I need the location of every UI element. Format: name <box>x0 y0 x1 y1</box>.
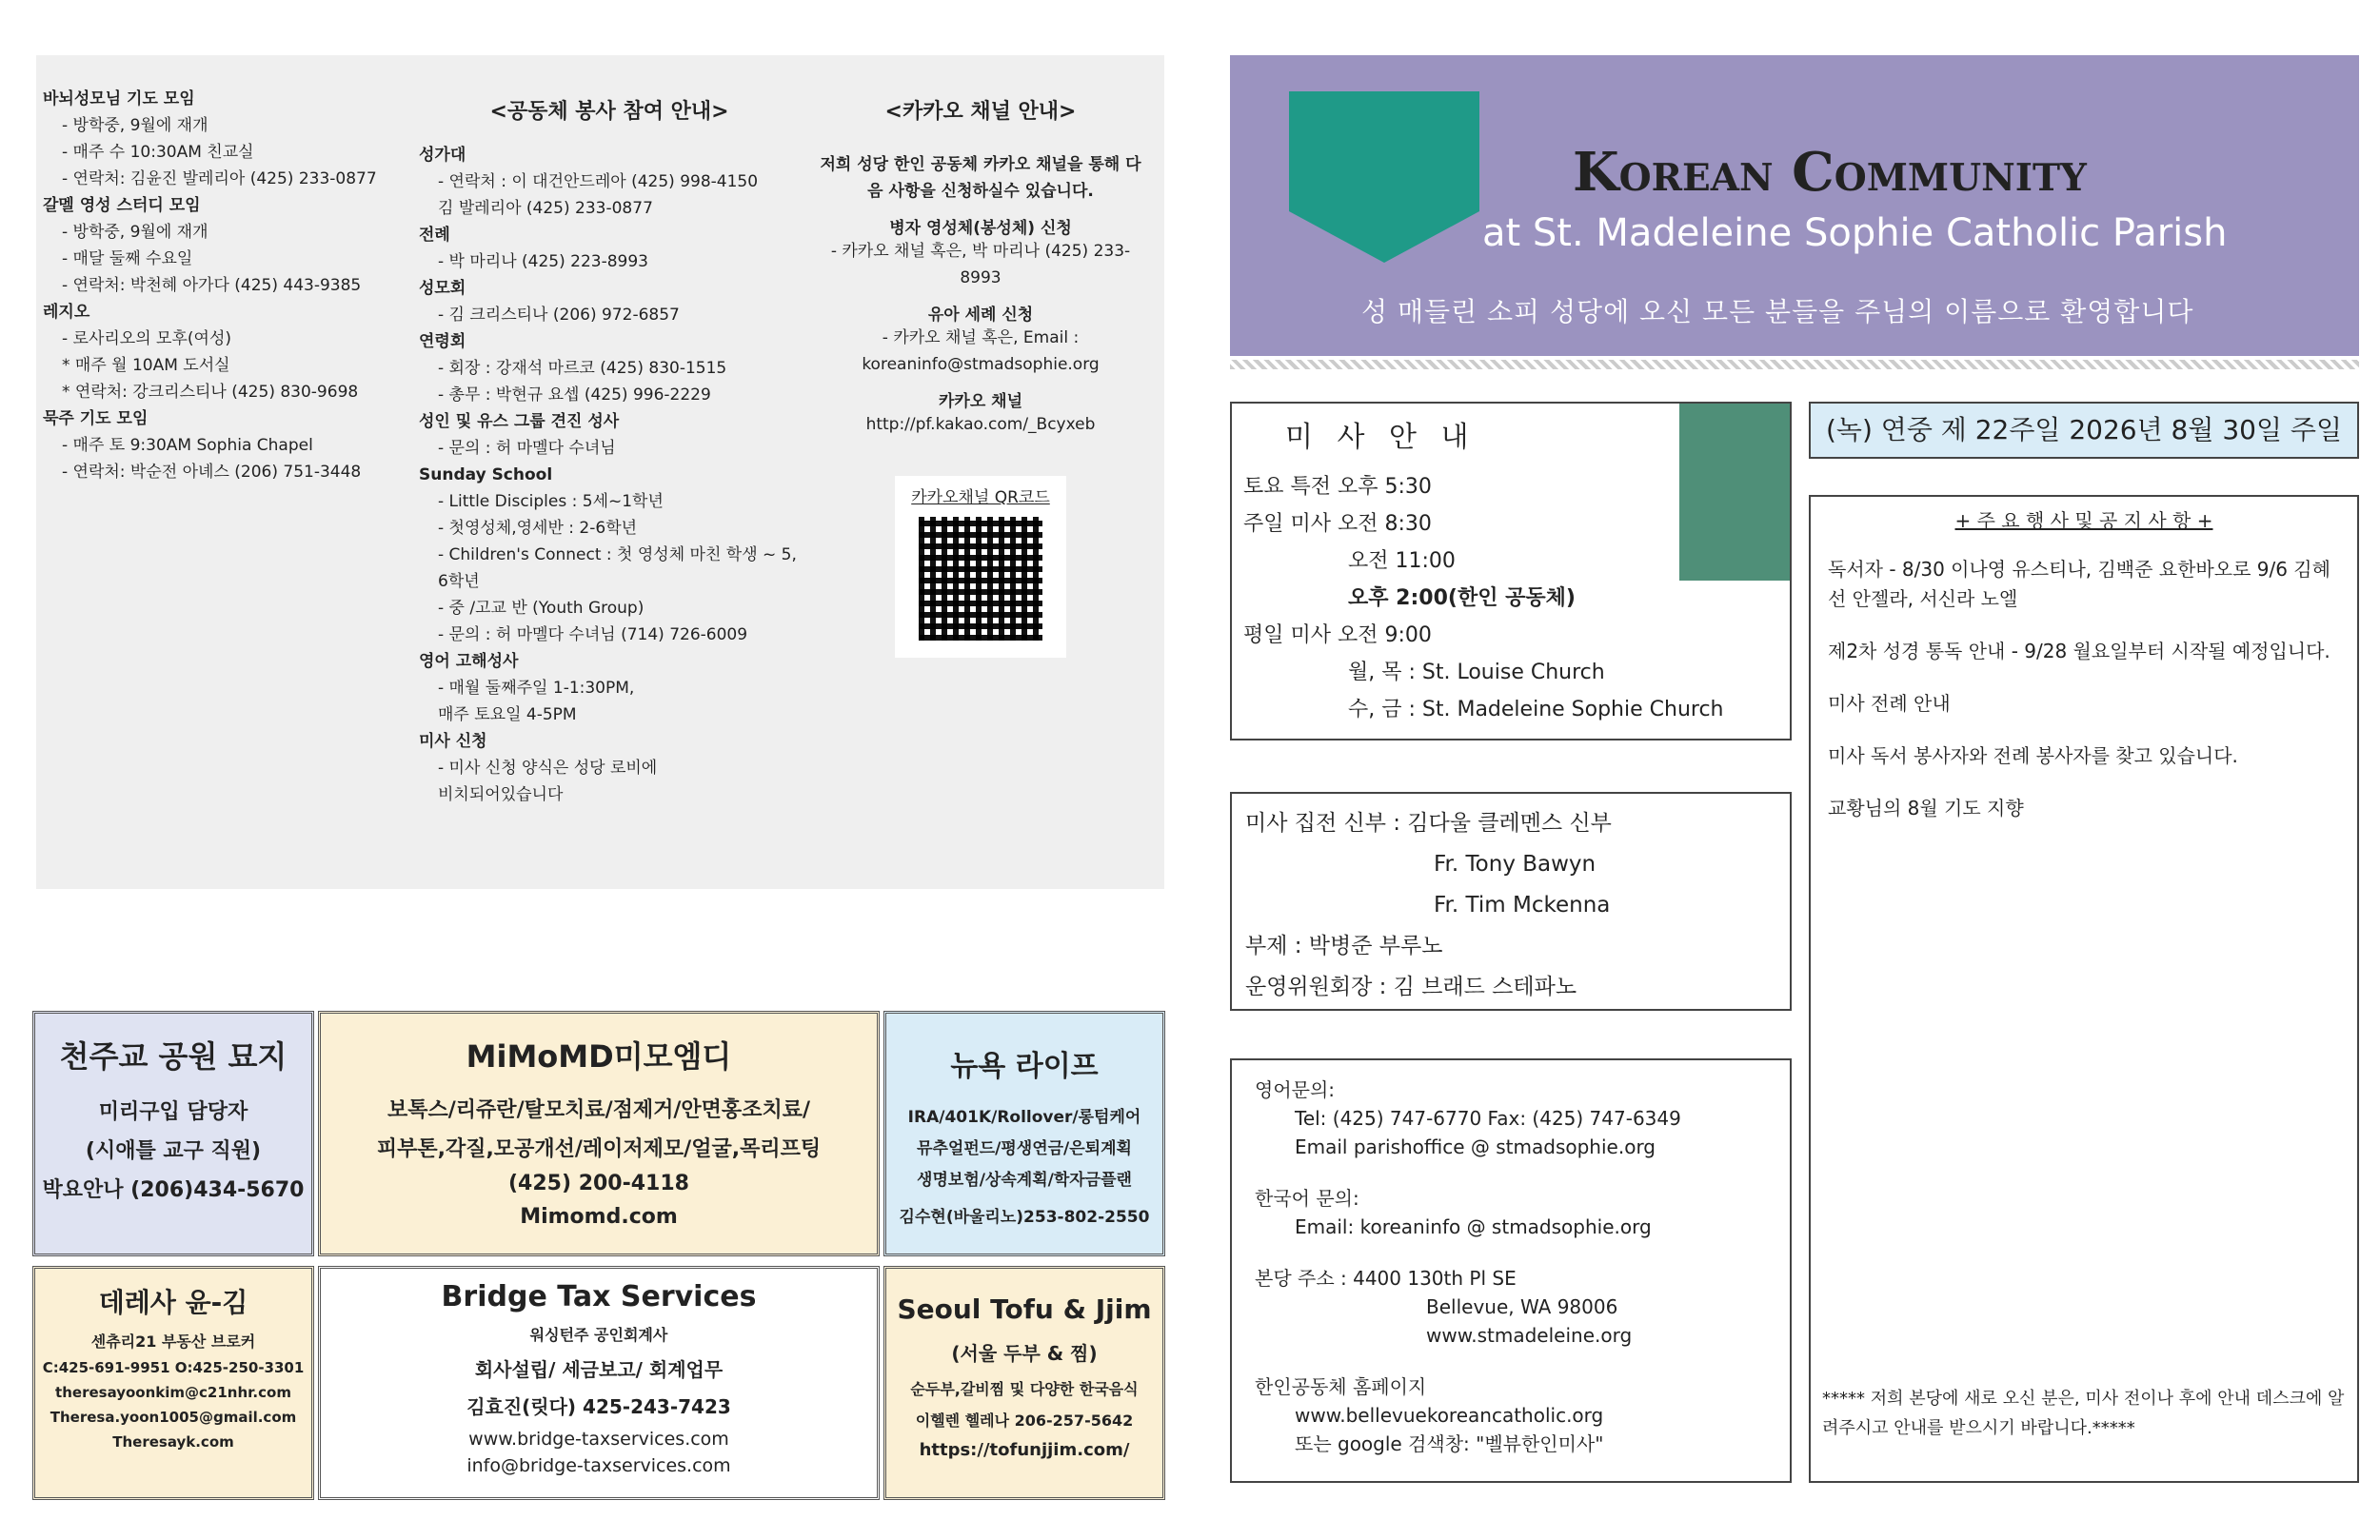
banner-title: Korean Community <box>1573 141 2087 204</box>
c2-s: - 연락처 : 이 대건안드레아 (425) 998-4150 <box>438 172 759 191</box>
c1-s: - 연락처: 김윤진 발레리아 (425) 233-0877 <box>62 169 377 188</box>
c2-s: 비치되어있습니다 <box>438 785 564 804</box>
c1-s: - 로사리오의 모후(여성) <box>62 329 232 348</box>
c2-t: 영어 고해성사 <box>419 652 519 671</box>
k5: - 카카오 채널 혹은, Email : koreaninfo@stmadsophie.org <box>862 328 1100 374</box>
contact-row: Email parishoffice @ stmadsophie.org <box>1295 1135 1656 1158</box>
mass-row: 오전 11:00 <box>1348 549 1456 573</box>
clergy-row: Fr. Tony Bawyn <box>1434 852 1597 877</box>
c1-s: - 매주 토 9:30AM Sophia Chapel <box>62 436 313 455</box>
c2-s: - 미사 신청 양식은 성당 로비에 <box>438 759 658 778</box>
contact-row: Bellevue, WA 98006 <box>1426 1295 1618 1318</box>
k4: 유아 세례 신청 <box>927 306 1034 325</box>
c2-s: - 중 /고교 반 (Youth Group) <box>438 599 645 618</box>
c1-s: - 연락처: 박천혜 아가다 (425) 443-9385 <box>62 276 362 295</box>
header-banner <box>1230 55 2359 356</box>
col2 <box>419 95 800 808</box>
notice-item: 교황님의 8월 기도 지향 <box>1828 797 2024 819</box>
c1-s: - 연락처: 박순전 아녜스 (206) 751-3448 <box>62 463 362 482</box>
cross-icon <box>1679 404 1790 581</box>
c2-t: 미사 신청 <box>419 732 487 751</box>
c2-s: - 문의 : 허 마멜다 수녀님 <box>438 439 616 458</box>
contact-row: 또는 google 검색창: "벨뷰한인미사" <box>1295 1432 1604 1455</box>
c2-s: - 문의 : 허 마멜다 수녀님 (714) 726-6009 <box>438 625 748 644</box>
notice-panel <box>1809 495 2359 1483</box>
c1-s: * 매주 월 10AM 도서실 <box>62 356 230 375</box>
contact-row: www.bellevuekoreancatholic.org <box>1295 1404 1604 1427</box>
notice-item: 독서자 - 8/30 이나영 유스티나, 김백준 요한바오로 9/6 김혜선 안젤라, 서신라 노엘 <box>1828 558 2330 610</box>
mass-title: 미 사 안 내 <box>1285 421 1477 454</box>
mass-row: 토요 특전 오후 5:30 <box>1243 475 1432 499</box>
contact-row: Email: koreaninfo @ stmadsophie.org <box>1295 1215 1652 1238</box>
banner-subtitle: at St. Madeleine Sophie Catholic Parish <box>1482 211 2228 255</box>
contact-panel <box>1230 1058 1792 1483</box>
c2-t: 연령회 <box>419 332 466 351</box>
contact-row: 영어문의: <box>1255 1078 1336 1101</box>
clergy-panel <box>1230 792 1792 1011</box>
mass-row: 월, 목 : St. Louise Church <box>1348 661 1605 684</box>
contact-row: www.stmadeleine.org <box>1426 1324 1633 1347</box>
c2-s: - 매월 둘째주일 1-1:30PM, <box>438 679 635 698</box>
c2-s: - 총무 : 박현규 요셉 (425) 996-2229 <box>438 385 711 405</box>
col1 <box>43 86 405 485</box>
col3 <box>819 95 1142 658</box>
c1-t: 바뇌성모님 기도 모임 <box>43 89 195 109</box>
col2-title: <공동체 봉사 참여 안내> <box>489 100 729 124</box>
date-banner: (녹) 연중 제 22주일 2026년 8월 30일 주일 <box>1809 402 2359 459</box>
c2-t: 전례 <box>419 226 450 245</box>
c2-s: - 첫영성체,영세반 : 2-6학년 <box>438 519 638 538</box>
c1-t: 레지오 <box>43 303 90 322</box>
c1-s: - 매달 둘째 수요일 <box>62 249 193 268</box>
c1-t: 묵주 기도 모임 <box>43 409 149 428</box>
c2-t: 성인 및 유스 그룹 견진 성사 <box>419 412 620 431</box>
c2-s: - 회장 : 강재석 마르코 (425) 830-1515 <box>438 359 727 378</box>
ad-realtor: 데레사 윤-김 센츄리21 부동산 브로커 C:425-691-9951 O:425-250-3301 theresayoonkim@c21nhr.com Theresa.yoon1005@gmail.com Theresayk.com <box>32 1266 314 1500</box>
contact-row: Tel: (425) 747-6770 Fax: (425) 747-6349 <box>1295 1107 1681 1130</box>
k6: 카카오 채널 <box>938 392 1023 411</box>
mass-row: 수, 금 : St. Madeleine Sophie Church <box>1348 698 1724 721</box>
col3-title: <카카오 채널 안내> <box>884 100 1077 124</box>
clergy-row: 미사 집전 신부 : 김다울 클레멘스 신부 <box>1245 811 1612 836</box>
c1-s: - 방학중, 9월에 재개 <box>62 116 208 135</box>
notice-item: 미사 전례 안내 <box>1828 692 1951 715</box>
mass-row: 오후 2:00(한인 공동체) <box>1348 586 1576 610</box>
c1-s: * 연락처: 강크리스티나 (425) 830-9698 <box>62 383 359 402</box>
c2-t: 성모회 <box>419 279 466 298</box>
k3: - 카카오 채널 혹은, 박 마리나 (425) 233-8993 <box>830 242 1131 287</box>
banner-welcome: 성 매들린 소피 성당에 오신 모든 분들을 주님의 이름으로 환영합니다 <box>1361 296 2194 327</box>
c2-s: - Children's Connect : 첫 영성체 마친 학생 ~ 5, 6학년 <box>438 545 797 591</box>
clergy-row: 운영위원회장 : 김 브래드 스테파노 <box>1245 975 1577 999</box>
c2-s: - 김 크리스티나 (206) 972-6857 <box>438 306 680 325</box>
c2-s: - Little Disciples : 5세~1학년 <box>438 492 664 511</box>
clergy-row: Fr. Tim Mckenna <box>1434 893 1611 918</box>
ad-cemetery: 천주교 공원 묘지 미리구입 담당자 (시애틀 교구 직원) 박요안나 (206)434-5670 <box>32 1011 314 1256</box>
c1-s: - 매주 수 10:30AM 친교실 <box>62 143 254 162</box>
notice-item: 미사 독서 봉사자와 전례 봉사자를 찾고 있습니다. <box>1828 744 2238 767</box>
c2-s: 김 발레리아 (425) 233-0877 <box>438 199 653 218</box>
contact-row: 본당 주소 : 4400 130th Pl SE <box>1255 1267 1517 1290</box>
c2-s: - 박 마리나 (425) 223-8993 <box>438 252 648 271</box>
mass-schedule <box>1230 402 1792 740</box>
contact-row: 한국어 문의: <box>1255 1187 1359 1210</box>
c2-t: Sunday School <box>419 465 553 484</box>
qr-code-icon <box>919 517 1042 641</box>
notice-item: 제2차 성경 통독 안내 - 9/28 월요일부터 시작될 예정입니다. <box>1828 640 2330 662</box>
parish-logo-icon <box>1289 91 1479 263</box>
banner-stripe <box>1230 360 2359 369</box>
contact-row: 한인공동체 홈페이지 <box>1255 1375 1427 1398</box>
ad-seoultofu: Seoul Tofu & Jjim (서울 두부 & 찜) 순두부,갈비찜 및 다양한 한국음식 이헬렌 헬레나 206-257-5642 https://tofunjjim.com/ <box>883 1266 1165 1500</box>
k2: 병자 영성체(봉성체) 신청 <box>889 219 1072 238</box>
mass-row: 주일 미사 오전 8:30 <box>1243 512 1432 536</box>
c1-t: 갈멜 영성 스터디 모임 <box>43 196 201 215</box>
notice-title: + 주 요 행 사 및 공 지 사 항 + <box>1954 509 2213 532</box>
c2-t: 성가대 <box>419 146 466 165</box>
ad-newyorklife: 뉴욕 라이프 IRA/401K/Rollover/롱텀케어 뮤추얼펀드/평생연금/은퇴계획 생명보험/상속계획/학자금플랜 김수현(바울리노)253-802-2550 <box>883 1011 1165 1256</box>
c2-s: 매주 토요일 4-5PM <box>438 705 577 724</box>
k1: 저희 성당 한인 공동체 카카오 채널을 통해 다음 사항을 신청하실수 있습니다. <box>820 155 1141 201</box>
c1-s: - 방학중, 9월에 재개 <box>62 223 208 242</box>
kakao-link[interactable]: http://pf.kakao.com/_Bcyxeb <box>865 415 1096 434</box>
clergy-row: 부제 : 박병준 부루노 <box>1245 934 1443 958</box>
ad-mimomd: MiMoMD미모엠디 보톡스/리쥬란/탈모치료/점제거/안면홍조치료/ 피부톤,각질,모공개선/레이저제모/얼굴,목리프팅 (425) 200-4118 Mimomd.com <box>318 1011 880 1256</box>
notice-footer: ***** 저희 본당에 새로 오신 분은, 미사 전이나 후에 안내 데스크에 알려주시고 안내를 받으시기 바랍니다.***** <box>1822 1389 2345 1438</box>
ad-bridgetax: Bridge Tax Services 워싱턴주 공인회계사 회사설립/ 세금보고/ 회계업무 김효진(릿다) 425-243-7423 www.bridge-taxservices.com info@bridge-taxservices.com <box>318 1266 880 1500</box>
qr-label: 카카오채널 QR코드 <box>911 488 1050 507</box>
mass-row: 평일 미사 오전 9:00 <box>1243 623 1432 647</box>
